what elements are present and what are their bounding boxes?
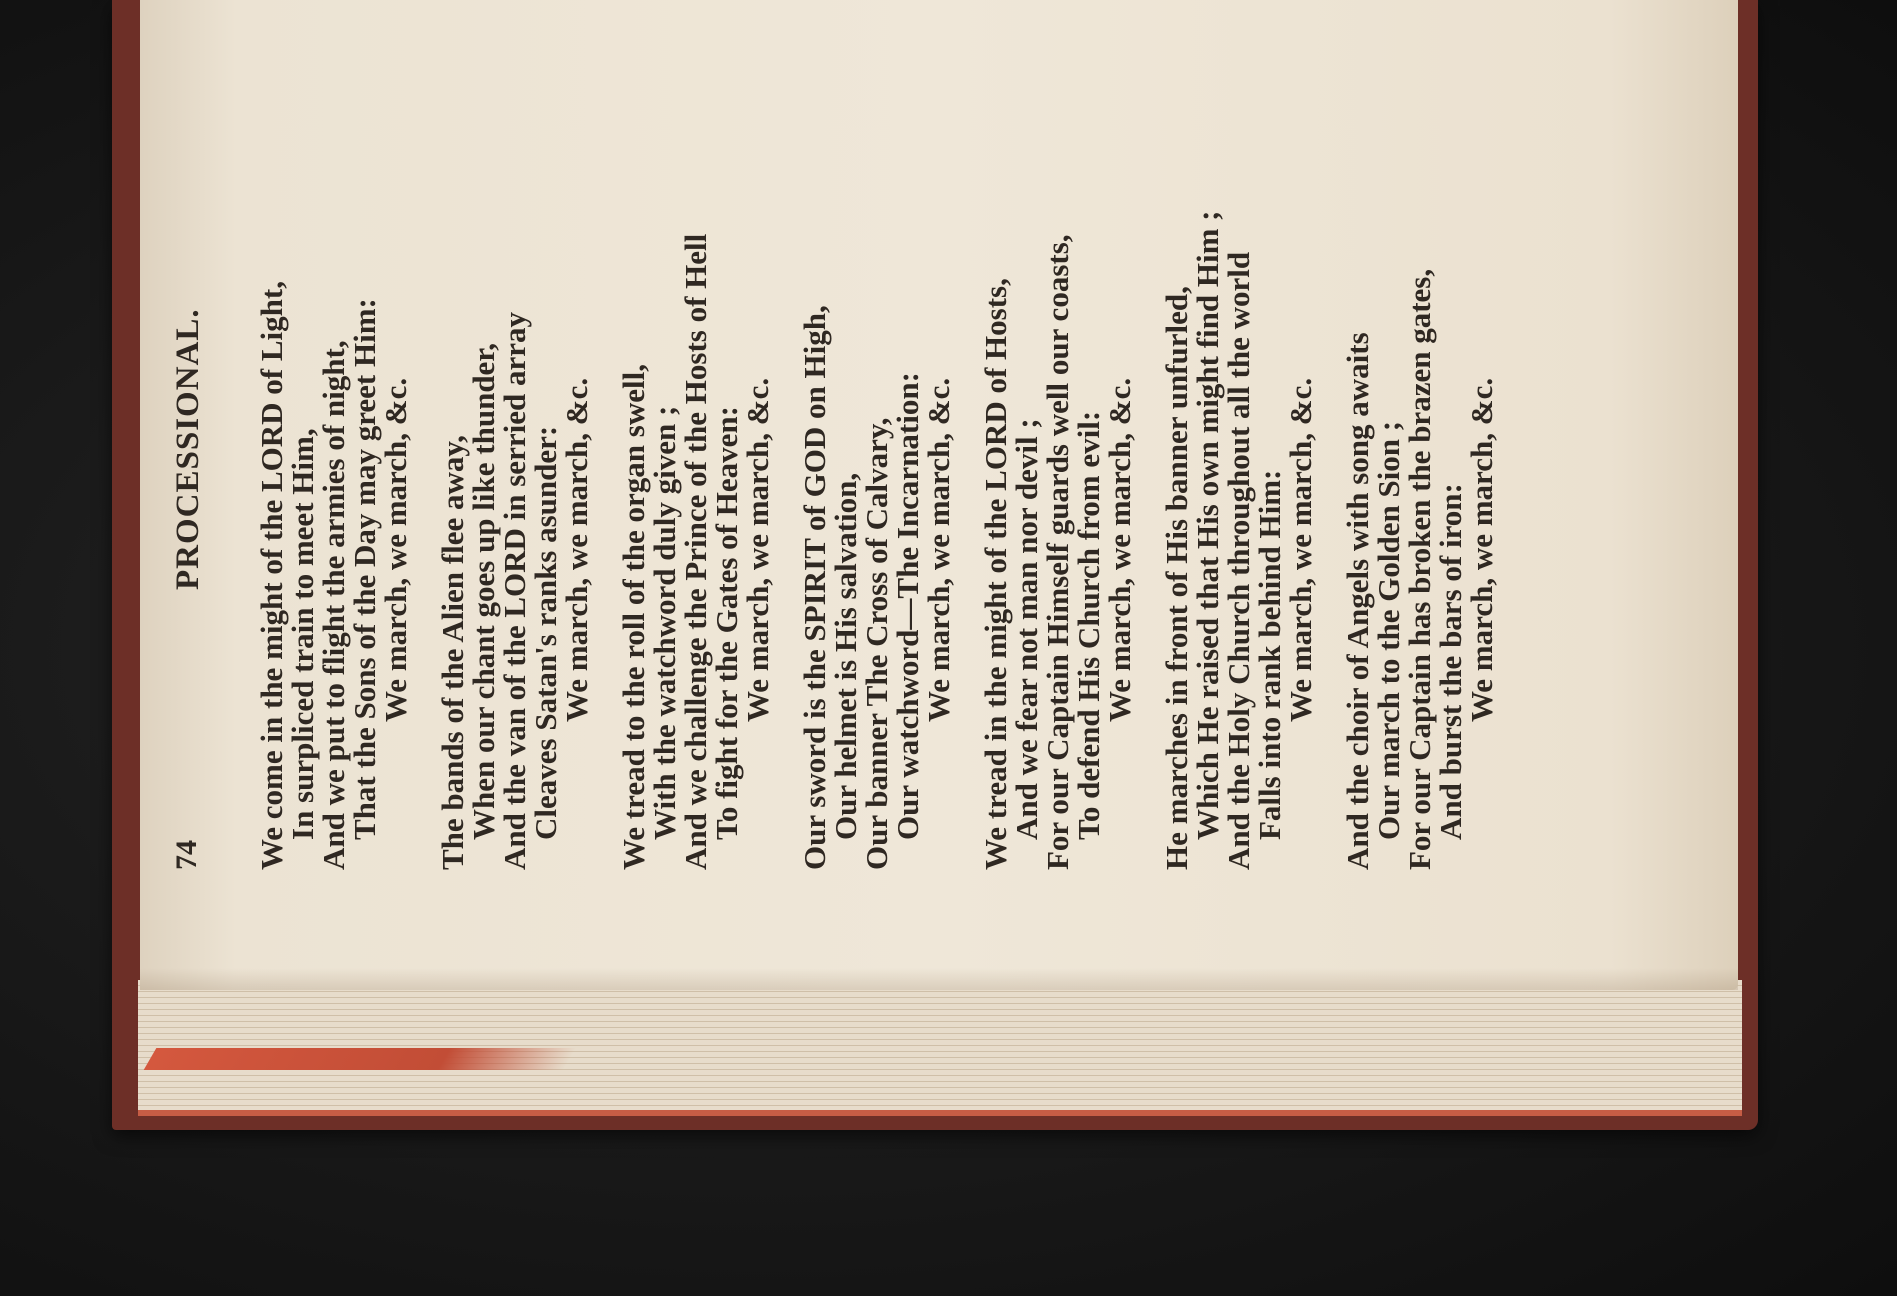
verse-line: When our chant goes up like thunder, [466, 343, 501, 840]
stanza [799, 90, 954, 870]
verse-line: Our helmet is His salvation, [828, 472, 863, 840]
stanza [618, 90, 773, 870]
verse-line: For our Captain Himself guards well our coasts, [1040, 234, 1075, 870]
verse-line: Our banner The Cross of Calvary, [859, 417, 894, 870]
verse-line: In surpliced train to meet Him, [285, 428, 320, 840]
verse-line: Falls into rank behind Him: [1252, 469, 1287, 840]
verse-line: And we put to flight the armies of night, [316, 340, 351, 870]
verse-line: We tread in the might of the LORD of Hosts, [978, 278, 1013, 870]
refrain-line: We march, we march, &c. [1464, 377, 1499, 722]
running-title: PROCESSIONAL. [170, 308, 206, 590]
refrain-line: We march, we march, &c. [559, 377, 594, 722]
hymn-stanzas [256, 90, 1497, 870]
page-header [170, 90, 230, 870]
verse-line: To fight for the Gates of Heaven: [709, 406, 744, 840]
verse-line: We come in the might of the LORD of Light, [254, 281, 289, 870]
verse-line: And the choir of Angels with song awaits [1340, 332, 1375, 870]
refrain-line: We march, we march, &c. [1102, 377, 1137, 722]
verse-line: Our sword is the SPIRIT of GOD on High, [797, 305, 832, 870]
red-page-edge [144, 1048, 577, 1070]
verse-line: Our watchword—The Incarnation: [890, 372, 925, 840]
stanza [1342, 90, 1497, 870]
verse-line: And burst the bars of iron: [1433, 483, 1468, 840]
stanza [980, 90, 1135, 870]
refrain-line: We march, we march, &c. [378, 377, 413, 722]
verse-line: And the van of the LORD in serried array [497, 312, 532, 870]
stanza [256, 90, 411, 870]
refrain-line: We march, we march, &c. [1283, 377, 1318, 722]
verse-line: That the Sons of the Day may greet Him: [347, 298, 382, 840]
verse-line: Which He raised that His own might find Him ; [1190, 210, 1225, 840]
verse-line: And we fear not man nor devil ; [1009, 418, 1044, 840]
verse-line: The bands of the Alien flee away, [435, 435, 470, 870]
page-text-block [170, 90, 1499, 870]
verse-line: With the watchword duly given ; [647, 405, 682, 840]
refrain-line: We march, we march, &c. [740, 377, 775, 722]
page-number: 74 [170, 840, 203, 870]
verse-line: And we challenge the Prince of the Hosts of Hell [678, 233, 713, 870]
verse-line: He marches in front of His banner unfurled, [1159, 286, 1194, 870]
verse-line: To defend His Church from evil: [1071, 410, 1106, 840]
verse-line: For our Captain has broken the brazen gates, [1402, 268, 1437, 870]
refrain-line: We march, we march, &c. [921, 377, 956, 722]
verse-line: Cleaves Satan's ranks asunder: [528, 425, 563, 840]
stanza [437, 90, 592, 870]
stanza [1161, 90, 1316, 870]
verse-line: Our march to the Golden Sion ; [1371, 420, 1406, 840]
verse-line: And the Holy Church throughout all the world [1221, 251, 1256, 870]
verse-line: We tread to the roll of the organ swell, [616, 364, 651, 870]
